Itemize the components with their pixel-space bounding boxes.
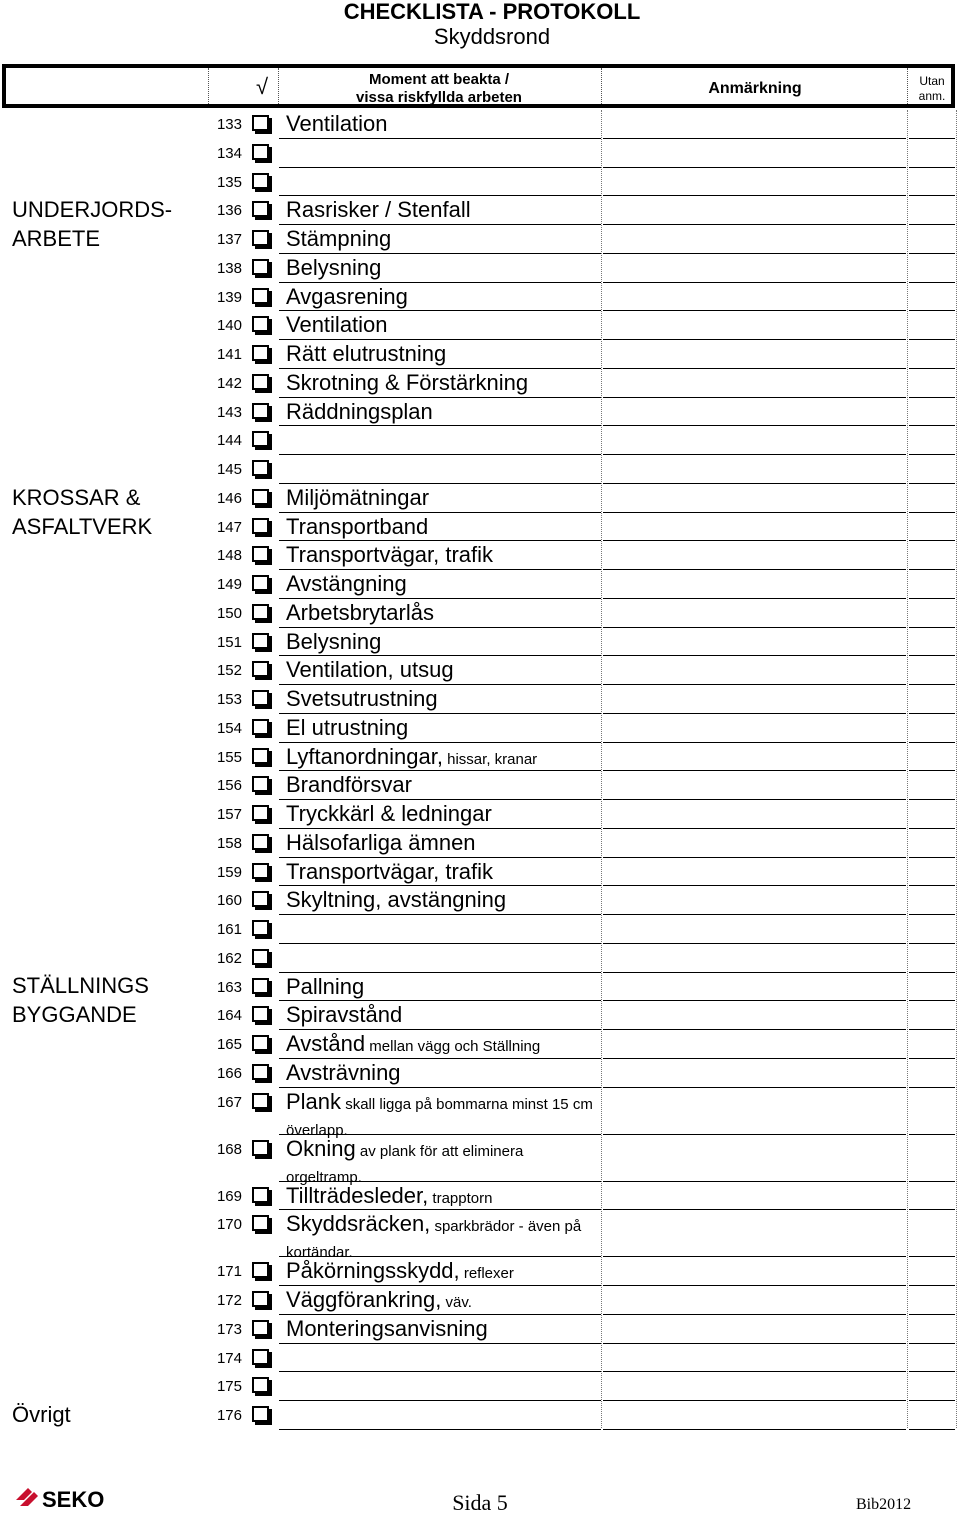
row-item-label: Pallning [286, 973, 365, 999]
row-item-label: Rasrisker / Stenfall [286, 197, 471, 223]
checkbox[interactable] [252, 1006, 269, 1022]
row-item-label: Arbetsbrytarlås [286, 599, 434, 625]
checklist-row [0, 973, 960, 1002]
row-item-text [286, 630, 602, 653]
row-item-label: Påkörningsskydd, [286, 1258, 460, 1284]
row-number: 154 [216, 719, 242, 737]
checklist-row [0, 369, 960, 398]
checklist-row [0, 311, 960, 340]
row-number: 147 [216, 518, 242, 536]
checkbox[interactable] [252, 978, 269, 994]
row-item-label: Stämpning [286, 226, 392, 251]
section-label-ovrigt: Övrigt [12, 1402, 71, 1427]
row-number: 143 [216, 403, 242, 421]
checklist-row [0, 886, 960, 915]
row-item-text [286, 198, 602, 221]
row-item-text [286, 227, 602, 250]
row-item-detail: reflexer [459, 1265, 514, 1283]
row-number: 166 [216, 1064, 242, 1082]
row-number: 134 [216, 144, 242, 162]
row-item-label: Transportvägar, trafik [286, 858, 494, 884]
checklist-row [0, 858, 960, 887]
row-item-label: Räddningsplan [286, 398, 433, 424]
row-number: 171 [216, 1263, 242, 1281]
row-number: 158 [216, 834, 242, 852]
svg-text:SEKO: SEKO [42, 1487, 105, 1512]
row-item-detail: hissar, kranar [442, 750, 538, 768]
checklist-row [0, 1001, 960, 1030]
row-item-text [286, 802, 602, 825]
section-label-underjord: UNDERJORDS- ARBETE [12, 197, 173, 251]
row-number: 144 [216, 432, 242, 450]
row-number: 151 [216, 633, 242, 651]
row-item-label: Skyltning, avstängning [286, 887, 507, 913]
checklist-row [0, 1344, 960, 1373]
row-item-label: Rätt elutrustning [286, 341, 447, 366]
row-number: 164 [216, 1007, 242, 1025]
checkbox[interactable] [252, 1291, 269, 1307]
row-item-detail: väv. [441, 1294, 472, 1311]
checkbox[interactable] [252, 633, 269, 649]
checklist-row [0, 426, 960, 455]
row-item-text [286, 515, 602, 538]
row-item-label: Okning [286, 1135, 356, 1161]
moment-underline [279, 1429, 601, 1430]
checkbox[interactable] [252, 719, 269, 735]
checklist-row [0, 1401, 960, 1430]
checklist-row [0, 1286, 960, 1315]
checkbox[interactable] [252, 661, 269, 677]
row-item-text [286, 1288, 602, 1314]
row-number: 137 [216, 231, 242, 248]
checklist-row [0, 1030, 960, 1059]
utan-anm-field[interactable] [909, 1429, 955, 1430]
row-number: 135 [216, 173, 242, 191]
checkbox[interactable] [252, 1262, 269, 1278]
checklist-row [0, 340, 960, 369]
row-item-text [286, 486, 602, 509]
row-item-text [286, 860, 602, 883]
checkbox[interactable] [252, 834, 269, 850]
checkbox[interactable] [252, 575, 269, 591]
checkbox[interactable] [252, 259, 269, 275]
checklist-row [0, 139, 960, 168]
moment-column-header: Moment att beakta / vissa riskfyllda arbeten [356, 71, 522, 106]
page-number: Sida 5 [452, 1490, 508, 1515]
row-number: 150 [216, 604, 242, 622]
checkbox[interactable] [252, 431, 269, 447]
header-divider [208, 68, 209, 104]
row-number: 163 [216, 978, 242, 996]
checkbox[interactable] [252, 374, 269, 390]
checkbox[interactable] [252, 604, 269, 620]
checklist-row [0, 800, 960, 829]
row-number: 157 [216, 806, 242, 823]
checklist-row [0, 599, 960, 628]
row-number: 174 [216, 1349, 242, 1367]
row-item-label: Tillträdesleder, [286, 1182, 429, 1208]
row-number: 153 [216, 691, 242, 708]
checklist-row [0, 1088, 960, 1139]
row-number: 173 [216, 1320, 242, 1338]
row-item-label: Transportband [286, 513, 429, 539]
row-item-text [286, 112, 602, 135]
row-item-text [286, 543, 602, 566]
section-label-krossar: KROSSAR & ASFALTVERK [12, 485, 153, 539]
row-item-label: El utrustning [286, 714, 409, 740]
row-item-text [286, 773, 602, 796]
checklist-row [0, 1059, 960, 1088]
row-number: 167 [216, 1093, 242, 1111]
checkbox[interactable] [252, 518, 269, 534]
checkbox[interactable] [252, 1406, 269, 1422]
row-number: 159 [216, 863, 242, 881]
row-number: 140 [216, 317, 242, 335]
checkbox[interactable] [252, 690, 269, 706]
checkbox[interactable] [252, 1093, 269, 1109]
row-item-detail: trapptorn [428, 1189, 493, 1207]
row-number: 149 [216, 576, 242, 593]
row-number: 170 [216, 1216, 242, 1234]
checkbox[interactable] [252, 144, 269, 160]
row-item-label: Lyftanordningar, [286, 743, 443, 769]
row-item-label: Avstånd [286, 1031, 366, 1056]
checklist-row [0, 513, 960, 542]
row-item-text [286, 313, 602, 336]
checkbox[interactable] [252, 776, 269, 792]
checkbox[interactable] [252, 489, 269, 505]
checkbox[interactable] [252, 546, 269, 562]
page-title: CHECKLISTA - PROTOKOLL [343, 0, 641, 24]
row-item-detail: sparkbrädor - även på kortändar. [286, 1218, 582, 1262]
checklist-row [0, 283, 960, 312]
row-item-text [286, 342, 602, 365]
checklist-row [0, 829, 960, 858]
anmarkning-field[interactable] [603, 1429, 906, 1430]
row-item-text [286, 658, 602, 681]
checkbox[interactable] [252, 1377, 269, 1393]
row-item-text [286, 256, 602, 279]
checklist-row [0, 656, 960, 685]
checklist-row [0, 743, 960, 772]
checklist-row [0, 484, 960, 513]
row-number: 160 [216, 892, 242, 910]
row-item-detail: skall ligga på bommarna minst 15 cm överlapp. [286, 1095, 593, 1139]
section-label-stallning: STÄLLNINGS BYGGANDE [12, 973, 149, 1027]
checkbox[interactable] [252, 173, 269, 189]
checklist-row [0, 541, 960, 570]
row-item-label: Ventilation [286, 111, 388, 136]
row-item-label: Belysning [286, 628, 382, 654]
header-divider [601, 68, 602, 104]
checkbox[interactable] [252, 460, 269, 476]
checklist-row [0, 915, 960, 944]
row-item-label: Transportvägar, trafik [286, 542, 494, 568]
checkbox[interactable] [252, 805, 269, 821]
row-item-text [286, 975, 602, 998]
row-item-detail: av plank för att eliminera orgeltramp. [286, 1142, 524, 1186]
checkbox[interactable] [252, 891, 269, 907]
checkbox[interactable] [252, 288, 269, 304]
row-item-text [286, 745, 602, 771]
row-item-text [286, 716, 602, 739]
row-item-label: Brandförsvar [286, 772, 412, 798]
checklist-row [0, 1135, 960, 1186]
row-item-label: Belysning [286, 254, 382, 280]
checkbox[interactable] [252, 949, 269, 965]
checklist-row [0, 110, 960, 139]
row-item-text [286, 285, 602, 308]
checkbox[interactable] [252, 1140, 269, 1156]
checkbox[interactable] [252, 316, 269, 332]
checkbox[interactable] [252, 403, 269, 419]
row-item-text [286, 1259, 602, 1285]
row-number: 162 [216, 949, 242, 967]
checklist-row [0, 685, 960, 714]
row-number: 175 [216, 1378, 242, 1396]
row-item-label: Monteringsanvisning [286, 1315, 488, 1341]
checkbox[interactable] [252, 1035, 269, 1051]
checklist-row [0, 944, 960, 973]
checklist-row [0, 1257, 960, 1286]
checklist-row [0, 196, 960, 225]
row-item-text [286, 1061, 602, 1084]
row-item-text [286, 1003, 602, 1026]
row-number: 133 [216, 116, 242, 133]
checkbox[interactable] [252, 1215, 269, 1231]
page-subtitle: Skyddsrond [433, 24, 551, 49]
checkbox[interactable] [252, 345, 269, 361]
row-item-text [286, 1032, 602, 1058]
row-number: 176 [216, 1407, 242, 1424]
row-item-detail: mellan vägg och Ställning [365, 1038, 541, 1055]
row-number: 168 [216, 1140, 242, 1158]
row-number: 152 [216, 662, 242, 680]
checkbox[interactable] [252, 115, 269, 131]
row-item-label: Ventilation [286, 312, 388, 338]
anmarkning-column-header: Anmärkning [708, 80, 802, 97]
row-number: 156 [216, 777, 242, 795]
checklist-row [0, 628, 960, 657]
checkbox[interactable] [252, 1187, 269, 1203]
checklist-row [0, 1315, 960, 1344]
checklist-row [0, 714, 960, 743]
checklist-row [0, 1210, 960, 1262]
row-number: 161 [216, 921, 242, 938]
row-item-text [286, 888, 602, 911]
header-divider [907, 68, 908, 104]
document-code: Bib2012 [856, 1496, 912, 1513]
row-number: 139 [216, 288, 242, 306]
row-item-text [286, 687, 602, 710]
row-item-label: Svetsutrustning [286, 686, 438, 711]
checklist-row [0, 1372, 960, 1401]
row-item-text [286, 1317, 602, 1340]
row-number: 145 [216, 461, 242, 478]
checklist-row [0, 455, 960, 484]
checklist-row [0, 225, 960, 254]
checkbox[interactable] [252, 1349, 269, 1365]
checklist-row [0, 771, 960, 800]
row-item-text [286, 831, 602, 854]
checklist-row [0, 570, 960, 599]
check-column-header: √ [255, 74, 269, 99]
row-item-text [286, 572, 602, 595]
row-item-label: Avgasrening [286, 283, 408, 309]
row-item-text [286, 601, 602, 624]
row-item-label: Plank [286, 1088, 342, 1114]
checkbox[interactable] [252, 230, 269, 246]
row-number: 165 [216, 1036, 242, 1053]
checkbox[interactable] [252, 201, 269, 217]
row-number: 172 [216, 1292, 242, 1309]
row-number: 138 [216, 259, 242, 277]
row-number: 148 [216, 547, 242, 565]
row-item-label: Miljömätningar [286, 484, 430, 510]
checklist-row [0, 254, 960, 283]
checkbox[interactable] [252, 920, 269, 936]
checkbox[interactable] [252, 748, 269, 764]
row-item-label: Skyddsräcken, [286, 1211, 431, 1237]
checkbox[interactable] [252, 1320, 269, 1336]
checkbox[interactable] [252, 1064, 269, 1080]
row-number: 155 [216, 748, 242, 766]
row-number: 136 [216, 202, 242, 220]
checklist-row [0, 1182, 960, 1211]
row-item-label: Tryckkärl & ledningar [286, 801, 492, 826]
row-item-text [286, 371, 602, 394]
row-number: 169 [216, 1187, 242, 1205]
row-item-label: Avsträvning [286, 1059, 401, 1085]
row-item-label: Hälsofarliga ämnen [286, 829, 476, 855]
row-number: 142 [216, 374, 242, 392]
row-item-label: Spiravstånd [286, 1002, 403, 1028]
row-number: 146 [216, 489, 242, 507]
row-item-label: Ventilation, utsug [286, 657, 454, 683]
row-number: 141 [216, 346, 242, 363]
row-item-label: Avstängning [286, 571, 407, 596]
checklist-row [0, 398, 960, 427]
row-item-text [286, 1184, 602, 1210]
checkbox[interactable] [252, 863, 269, 879]
utan-anm-column-header: Utan anm. [918, 74, 946, 103]
row-item-text [286, 400, 602, 423]
row-item-label: Skrotning & Förstärkning [286, 369, 529, 395]
row-item-label: Väggförankring, [286, 1287, 442, 1312]
checklist-row [0, 168, 960, 197]
